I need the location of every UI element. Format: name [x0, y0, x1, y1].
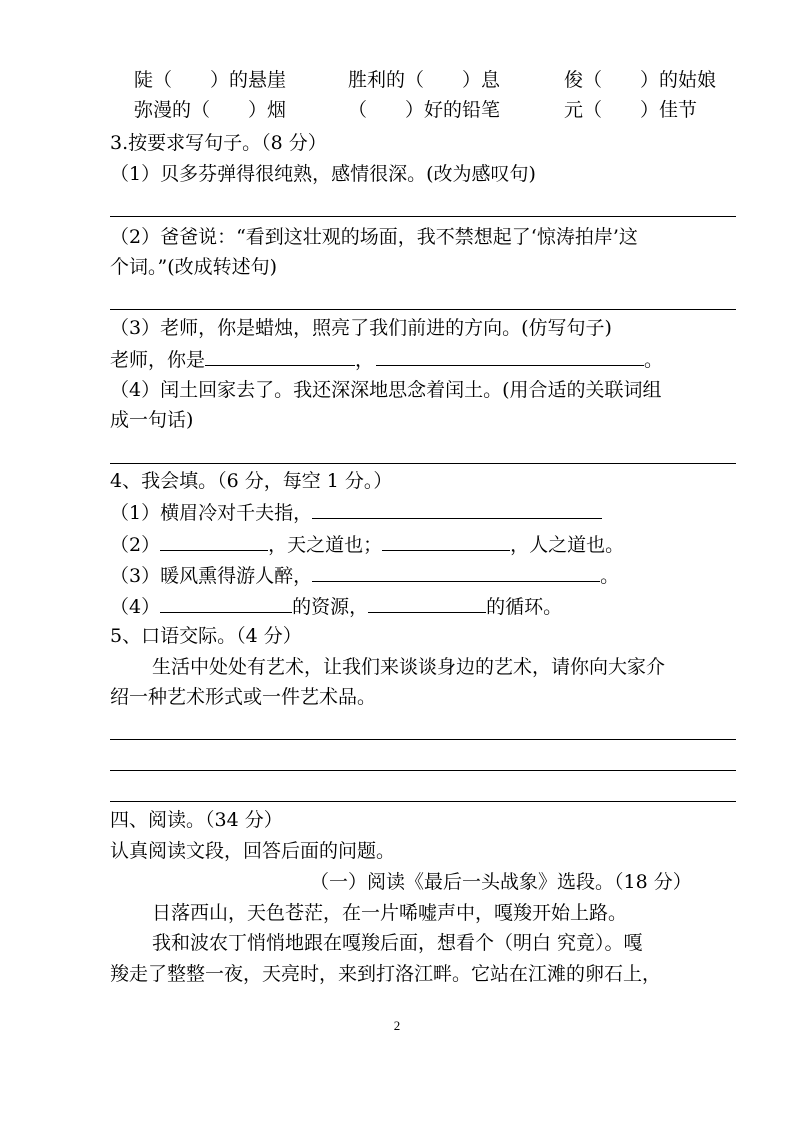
q3-sentence-2-line2: 个词。”(改成转述句) [110, 256, 278, 278]
q4-fill-1-text: （1）横眉冷对千夫指， [110, 502, 313, 524]
reading-paragraph-2-line1: 我和波农丁悄悄地跟在嘎羧后面，想看个（明白 究竟）。嘎 [152, 932, 643, 954]
q3-sentence-4-line1: （4）闰土回家去了。我还深深地思念着闰土。(用合适的关联词组 [110, 379, 662, 401]
q5-paragraph-line1: 生活中处处有艺术，让我们来谈谈身边的艺术，请你向大家介 [152, 656, 666, 678]
part4-heading: 四、阅读。（34 分） [110, 809, 283, 831]
q4-fill-3-text: （3）暖风熏得游人醉， [110, 565, 313, 587]
q2-row2-item2: （ ）好的铅笔 [348, 99, 501, 121]
reading-1-title: （一）阅读《最后一头战象》选段。（18 分） [310, 871, 692, 893]
q4-fill-1 [110, 500, 602, 525]
q3-sentence-2-line1: （2）爸爸说：“看到这壮观的场面，我不禁想起了‘惊涛拍岸’这 [110, 226, 638, 248]
q4-fill-4-mid: 的资源， [292, 596, 369, 618]
q4-fill-2-mid: ，天之道也； [268, 534, 383, 556]
q3-answer-line-2[interactable] [110, 309, 736, 310]
q4-blank-3[interactable] [312, 563, 600, 582]
q4-fill-4-end: 的循环。 [486, 596, 563, 618]
q4-fill-2-end: ，人之道也。 [510, 534, 625, 556]
q5-answer-line-1[interactable] [110, 739, 736, 740]
page-number: 2 [393, 1018, 401, 1033]
q4-fill-2 [110, 532, 624, 557]
q5-paragraph-line2: 绍一种艺术形式或一件艺术品。 [110, 686, 377, 708]
q3-imitation-line [110, 347, 663, 372]
q4-fill-4 [110, 594, 562, 619]
q3-sentence-1: （1）贝多芬弹得很纯熟，感情很深。(改为感叹句) [110, 163, 536, 185]
part4-intro: 认真阅读文段，回答后面的问题。 [110, 840, 396, 862]
q3-heading: 3.按要求写句子。（8 分） [110, 132, 327, 154]
q3-imitation-comma: ， [355, 349, 375, 371]
q4-heading: 4、我会填。（6 分，每空 1 分。） [110, 470, 393, 492]
q2-row1-item3: 俊（ ）的姑娘 [564, 69, 717, 91]
q3-answer-line-1[interactable] [110, 216, 736, 217]
q4-fill-3-end: 。 [600, 565, 620, 587]
q2-row2-item1: 弥漫的（ ）烟 [134, 99, 287, 121]
q4-blank-2b[interactable] [382, 532, 510, 551]
q4-fill-3 [110, 563, 619, 588]
q3-answer-line-4[interactable] [110, 463, 736, 464]
q4-blank-4b[interactable] [368, 594, 486, 613]
reading-paragraph-1: 日落西山，天色苍茫，在一片唏嘘声中，嘎羧开始上路。 [152, 902, 628, 924]
q2-row2-item3: 元（ ）佳节 [564, 99, 698, 121]
q5-answer-line-2[interactable] [110, 770, 736, 771]
q5-heading: 5、口语交际。（4 分） [110, 625, 302, 647]
q3-sentence-3: （3）老师，你是蜡烛，照亮了我们前进的方向。(仿写句子) [110, 317, 612, 339]
q3-sentence-4-line2: 成一句话) [110, 409, 194, 431]
q3-imitation-prefix: 老师，你是 [110, 349, 206, 371]
q3-imitation-end: 。 [644, 349, 664, 371]
q4-blank-1[interactable] [312, 500, 602, 519]
reading-paragraph-2-line2: 羧走了整整一夜，天亮时，来到打洛江畔。它站在江滩的卵石上， [110, 963, 662, 985]
q4-fill-4-prefix: （4） [110, 596, 161, 618]
q2-row1-item2: 胜利的（ ）息 [348, 69, 501, 91]
q4-blank-4a[interactable] [160, 594, 292, 613]
q5-answer-line-3[interactable] [110, 801, 736, 802]
q2-row1-item1: 陡（ ）的悬崖 [134, 69, 287, 91]
q4-blank-2a[interactable] [160, 532, 268, 551]
q3-blank-2[interactable] [376, 347, 644, 366]
q4-fill-2-prefix: （2） [110, 534, 161, 556]
q3-blank-1[interactable] [205, 347, 355, 366]
